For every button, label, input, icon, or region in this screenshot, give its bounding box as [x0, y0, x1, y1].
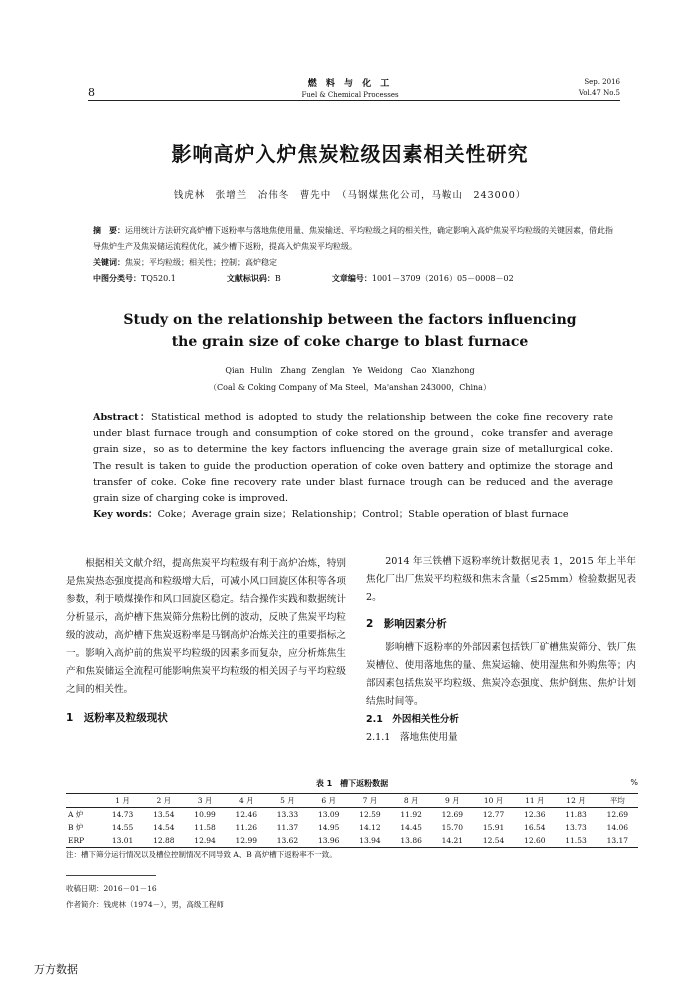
abstract-cn: [93, 223, 613, 287]
journal-name-cn: 燃 料 与 化 工: [307, 79, 393, 89]
table-cell: B 炉: [68, 823, 84, 832]
issue-date: Sep. 2016: [584, 78, 620, 86]
column-header: 4 月: [238, 796, 254, 805]
abstract-cn-label: 摘 要：: [93, 226, 125, 235]
table-cell: 16.54: [524, 823, 546, 832]
doc-code-label: 文献标识码：: [226, 274, 275, 283]
affiliation-en: （Coal & Coking Company of Ma Steel，Ma'anshan 243000，China）: [209, 383, 491, 392]
table-cell: 14.54: [153, 823, 175, 832]
table-cell: 13.33: [276, 810, 299, 819]
page-title-cn: 影响高炉入炉焦炭粒级因素相关性研究: [171, 142, 529, 166]
table-title: 表 1 槽下返粉数据: [315, 779, 389, 788]
table-cell: 11.26: [235, 823, 257, 832]
classification-line: [93, 271, 613, 287]
table-cell: 12.88: [153, 836, 175, 845]
column-header: 12 月: [566, 796, 586, 805]
table-cell: 10.99: [194, 810, 216, 819]
keywords-en: [93, 507, 613, 523]
data-table: [66, 793, 638, 848]
clc-value: TQ520.1: [141, 274, 176, 283]
journal-name-en: Fuel & Chemical Processes: [301, 91, 399, 99]
table-cell: 13.09: [317, 810, 340, 819]
subsection-2-1-heading: 2.1 外因相关性分析: [366, 714, 459, 725]
section-1-heading: 1 返粉率及粒级现状: [66, 712, 168, 724]
factors-paragraph: 影响槽下返粉率的外部因素包括铁厂矿槽焦炭筛分、铁厂焦炭槽位、使用落地焦的量、焦炭运输、使用湿焦和外购焦等；内部因素包括焦炭平均粒级、焦炭冷态强度、焦炉倒焦、焦炉计划结焦时间等。: [366, 642, 636, 707]
table-cell: 13.01: [111, 836, 134, 845]
author-bio: 作者简介：钱虎林（1974－），男，高级工程师: [66, 900, 224, 909]
table-cell: 14.45: [400, 823, 422, 832]
table-cell: 13.86: [400, 836, 422, 845]
abstract-en: [93, 410, 613, 523]
column-header: 9 月: [445, 796, 460, 805]
table-cell: 15.70: [441, 823, 464, 832]
subsection-2-1-1-heading: 2.1.1 落地焦使用量: [366, 732, 458, 743]
tables-intro-paragraph: 2014 年三铁槽下返粉率统计数据见表 1，2015 年上半年焦化厂出厂焦炭平均粒级和焦末含量（≤25mm）检验数据见表 2。: [366, 556, 636, 603]
table-cell: 13.73: [565, 823, 587, 832]
table-cell: 11.92: [400, 810, 422, 819]
column-header: 平均: [609, 796, 625, 805]
keywords-en-label: Key words：: [93, 509, 158, 521]
received-date: 收稿日期：2016－01－16: [66, 884, 157, 893]
page-number: 8: [88, 86, 95, 99]
keywords-en-text: Coke；Average grain size；Relationship；Control；Stable operation of blast furnace: [157, 509, 569, 521]
table-cell: 14.21: [441, 836, 464, 845]
column-header: 5 月: [280, 796, 295, 805]
table-cell: 11.53: [565, 836, 587, 845]
page-title-en: [0, 309, 700, 353]
table-row: [66, 808, 638, 822]
table-caption: [66, 778, 638, 789]
table-cell: 12.54: [482, 836, 505, 845]
table-cell: 12.77: [482, 810, 505, 819]
table-cell: 15.91: [482, 823, 505, 832]
table-cell: 14.06: [606, 823, 629, 832]
column-header: 7 月: [362, 796, 378, 805]
section-2-heading: 2 影响因素分析: [366, 618, 447, 630]
title-en-line1: Study on the relationship between the factors influencing: [123, 312, 577, 328]
table-cell: ERP: [68, 836, 85, 845]
authors-en: Qian Hulin Zhang Zenglan Ye Weidong Cao Xianzhong: [225, 366, 475, 375]
table-cell: 12.94: [194, 836, 216, 845]
table-cell: 11.83: [565, 810, 587, 819]
title-en-line2: the grain size of coke charge to blast furnace: [171, 334, 529, 350]
clc-label: 中图分类号：: [93, 274, 141, 283]
abstract-en-text: Statistical method is adopted to study the relationship between the coke fine recovery rate under blast furnace trough and consumption of coke stored on the ground，coke transfer and average grain size，so as to determine the key factors influencing the average grain size of metallurgical coke. The result is taken to guide the production operation of coke oven battery and optimize the storage and transfer of coke. Coke fine recovery rate under blast furnace trough can be reduced and the average grain size of charging coke is improved.: [93, 412, 613, 505]
intro-paragraph: 根据相关文献介绍，提高焦炭平均粒级有利于高炉冶炼，特别是焦炭热态强度提高和粒级增大后，可减小风口回旋区体积等各项参数，利于喷煤操作和风口回旋区稳定。结合操作实践和数据统计分析显示，高炉槽下焦炭筛分焦粉比例的波动，反映了焦炭平均粒级的波动，高炉槽下焦炭返粉率是马钢高炉冶炼关注的重要指标之一。影响入高炉前的焦炭平均粒级的因素多而复杂，应分析炼焦生产和焦炭储运全流程可能影响焦炭平均粒级的相关因子与平均粒级之间的相关性。: [66, 558, 346, 695]
table-cell: 12.36: [524, 810, 546, 819]
column-header: 1 月: [115, 796, 130, 805]
abstract-en-body: [93, 410, 613, 507]
column-header: 6 月: [321, 796, 337, 805]
table-cell: 12.60: [524, 836, 546, 845]
abstract-cn-body: [93, 223, 613, 255]
table-cell: 12.59: [359, 810, 381, 819]
table-row: [66, 834, 638, 848]
column-header: 3 月: [197, 796, 213, 805]
table-cell: 13.96: [317, 836, 340, 845]
header-rule: [88, 100, 620, 101]
issue-volume: Vol.47 No.5: [578, 89, 620, 97]
table-cell: 14.73: [111, 810, 134, 819]
table-cell: 12.69: [441, 810, 464, 819]
table-row: [66, 821, 638, 834]
table-cell: 12.99: [235, 836, 257, 845]
abstract-en-label: Abstract：: [93, 412, 151, 423]
column-header: 10 月: [483, 796, 504, 805]
table-cell: 13.17: [606, 836, 629, 845]
table-cell: 14.12: [359, 823, 381, 832]
issue-info: [579, 77, 620, 99]
table-unit: %: [630, 778, 638, 787]
table-cell: A 炉: [68, 810, 84, 819]
table-cell: 11.37: [276, 823, 299, 832]
keywords-cn-label: 关键词：: [93, 258, 125, 267]
article-no-value: 1001－3709（2016）05－0008－02: [371, 274, 514, 283]
column-header: 2 月: [156, 796, 172, 805]
column-header: 8 月: [403, 796, 419, 805]
authors-cn: 钱虎林 张增兰 冶伟冬 曹先中 （马钢煤焦化公司，马鞍山 243000）: [173, 190, 527, 201]
abstract-cn-text: 运用统计方法研究高炉槽下返粉率与落地焦使用量、焦炭输送、平均粒级之间的相关性，确定影响入高炉焦炭平均粒级的关键因素，借此指导焦炉生产及焦炭储运流程优化，减少槽下返粉，提高入炉焦炭平均粒级。: [93, 226, 613, 251]
table-cell: 13.94: [359, 836, 381, 845]
keywords-cn: [93, 255, 613, 271]
table-cell: 12.69: [606, 810, 629, 819]
column-header: 11 月: [525, 796, 545, 805]
table-note: 注：槽下筛分运行情况以及槽位控制情况不同导致 A、B 高炉槽下返粉率不一致。: [66, 850, 337, 859]
body-right-column: [366, 553, 636, 747]
footnote-rule: [66, 875, 156, 876]
table-cell: 14.55: [111, 823, 134, 832]
table-header-row: [66, 794, 638, 808]
keywords-cn-text: 焦炭；平均粒级；相关性；控制；高炉稳定: [125, 258, 277, 267]
table-cell: 13.54: [153, 810, 175, 819]
column-header: [66, 794, 102, 808]
doc-code-value: B: [274, 274, 281, 283]
body-left-column: [66, 555, 346, 727]
table-cell: 11.58: [194, 823, 216, 832]
table-cell: 12.46: [235, 810, 257, 819]
table-cell: 13.62: [276, 836, 299, 845]
article-no-label: 文章编号：: [331, 274, 372, 283]
watermark: 万方数据: [34, 963, 78, 976]
table-cell: 14.95: [317, 823, 340, 832]
